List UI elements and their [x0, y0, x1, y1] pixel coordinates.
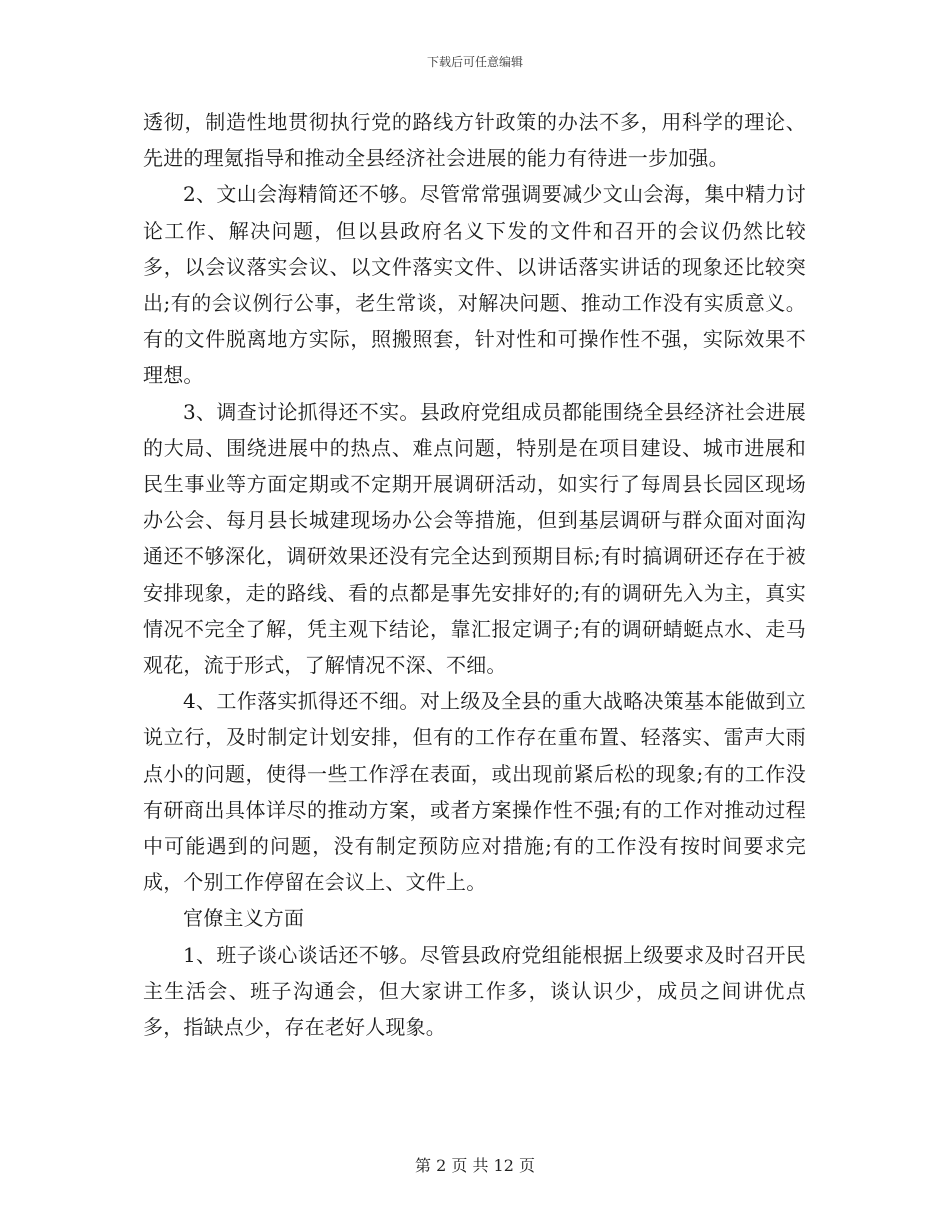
paragraph-item-1: 1、班子谈心谈话还不够。尽管县政府党组能根据上级要求及时召开民主生活会、班子沟通会，但大家讲工作多，谈认识少，成员之间讲优点多，指缺点少，存在老好人现象。: [143, 942, 806, 1040]
page-header-note: 下载后可任意编辑: [426, 55, 523, 69]
paragraph-item-3: 3、调查讨论抓得还不实。县政府党组成员都能围绕全县经济社会进展的大局、围绕进展中的热点、难点问题，特别是在项目建设、城市进展和民生事业等方面定期或不定期开展调研活动，如实行了每周县长园区现场办公会、每月县长城建现场办公会等措施，但到基层调研与群众面对面沟通还不够深化，调研效果还没有完全达到预期目标;有时搞调研还存在于被安排现象，走的路线、看的点都是事先安排好的;有的调研先入为主，真实情况不完全了解，凭主观下结论，靠汇报定调子;有的调研蜻蜓点水、走马观花，流于形式，了解情况不深、不细。: [143, 399, 806, 678]
section-heading-bureaucratism: 官僚主义方面: [183, 906, 305, 931]
paragraph-item-2: 2、文山会海精简还不够。尽管常常强调要减少文山会海，集中精力讨论工作、解决问题，但以县政府名义下发的文件和召开的会议仍然比较多，以会议落实会议、以文件落实文件、以讲话落实讲话的现象还比较突出;有的会议例行公事，老生常谈，对解决问题、推动工作没有实质意义。有的文件脱离地方实际，照搬照套，针对性和可操作性不强，实际效果不理想。: [143, 182, 806, 388]
paragraph-item-4: 4、工作落实抓得还不细。对上级及全县的重大战略决策基本能做到立说立行，及时制定计划安排，但有的工作存在重布置、轻落实、雷声大雨点小的问题，使得一些工作浮在表面，或出现前紧后松的现象;有的工作没有研商出具体详尽的推动方案，或者方案操作性不强;有的工作对推动过程中可能遇到的问题，没有制定预防应对措施;有的工作没有按时间要求完成，个别工作停留在会议上、文件上。: [143, 689, 806, 895]
document-body: [143, 104, 806, 1045]
page-number: 第 2 页 共 12 页: [415, 1156, 535, 1175]
paragraph-continuation: 透彻，制造性地贯彻执行党的路线方针政策的办法不多，用科学的理论、先进的理氪指导和推动全县经济社会进展的能力有待进一步加强。: [143, 110, 806, 171]
